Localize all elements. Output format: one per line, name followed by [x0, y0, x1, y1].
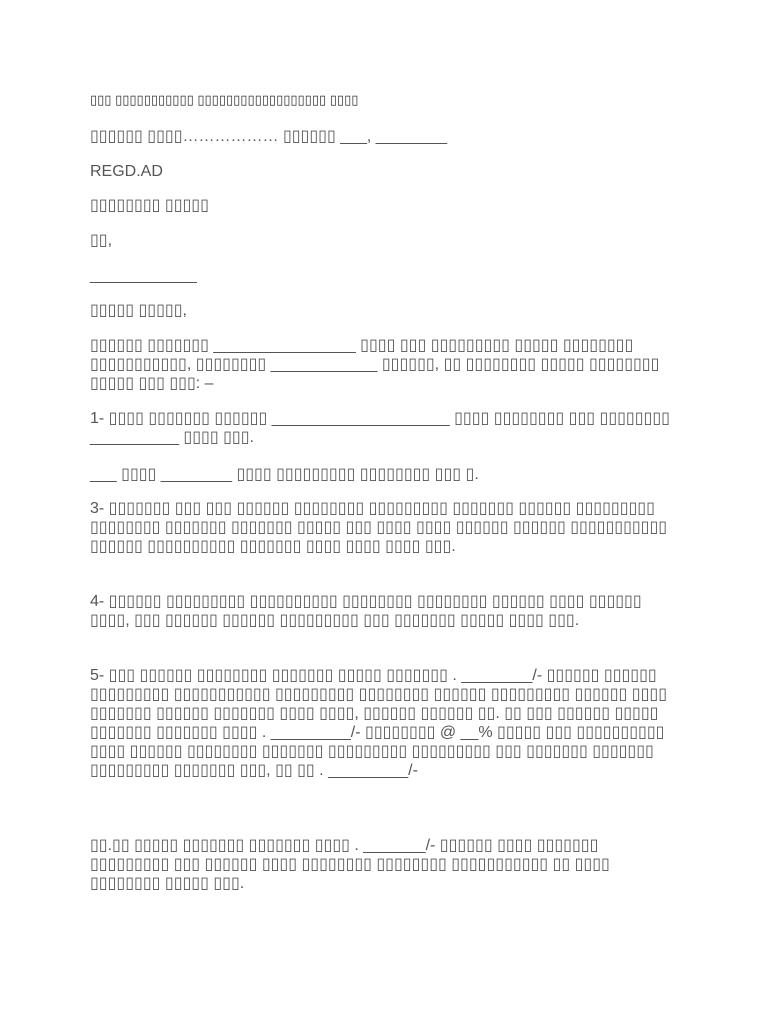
- paragraph-2: ___ ▯▯▯▯ ________ ▯▯▯▯ ▯▯▯▯▯▯▯▯▯ ▯▯▯▯▯▯▯▯ ▯▯▯ ▯.: [90, 466, 479, 483]
- document-title: ▯▯▯ ▯▯▯▯▯▯▯▯▯▯▯ ▯▯▯▯▯▯▯▯▯▯▯▯▯▯▯▯▯▯ ▯▯▯▯: [90, 92, 359, 107]
- paragraph-intro: ▯▯▯▯▯▯ ▯▯▯▯▯▯▯ ________________ ▯▯▯▯ ▯▯▯ ▯▯▯▯▯▯▯▯▯ ▯▯▯▯▯ ▯▯▯▯▯▯▯▯ ▯▯▯▯▯▯▯▯▯▯▯, ▯▯▯▯▯▯▯▯ ____________ ▯▯▯▯▯▯, ▯▯ ▯▯▯▯▯▯▯▯ ▯▯▯▯▯ ▯▯▯▯▯▯▯▯ ▯▯▯▯▯ ▯▯▯ ▯▯▯: –: [90, 337, 664, 392]
- to-line: ▯▯,: [90, 232, 113, 249]
- paragraph-5: 5- ▯▯▯ ▯▯▯▯▯▯ ▯▯▯▯▯▯▯▯ ▯▯▯▯▯▯▯ ▯▯▯▯▯ ▯▯▯▯▯▯▯ . ________/- ▯▯▯▯▯▯ ▯▯▯▯▯▯ ▯▯▯▯▯▯▯▯▯ ▯▯▯▯▯▯▯▯▯▯▯ ▯▯▯▯▯▯▯▯▯ ▯▯▯▯▯▯▯▯ ▯▯▯▯▯▯ ▯▯▯▯▯▯▯▯▯ ▯▯▯▯▯▯ ▯▯▯▯ ▯▯▯▯▯▯▯ ▯▯▯▯▯▯ ▯▯▯▯▯▯▯ ▯▯▯▯ ▯▯▯▯, ▯▯▯▯▯▯ ▯▯▯▯▯▯ ▯▯. ▯▯ ▯▯▯ ▯▯▯▯▯▯ ▯▯▯▯▯ ▯▯▯▯▯▯▯ ▯▯▯▯▯▯▯ ▯▯▯▯ . _________/- ▯▯▯▯▯▯▯▯ @ __% ▯▯▯▯▯ ▯▯▯ ▯▯▯▯▯▯▯▯▯▯ ▯▯▯▯ ▯▯▯▯▯▯ ▯▯▯▯▯▯▯▯ ▯▯▯▯▯▯▯ ▯▯▯▯▯▯▯▯▯ ▯▯▯▯▯▯▯▯▯ ▯▯▯ ▯▯▯▯▯▯▯ ▯▯▯▯▯▯▯ ▯▯▯▯▯▯▯▯▯ ▯▯▯▯▯▯▯ ▯▯▯, ▯▯ ▯▯ . _________/-: [90, 667, 672, 779]
- recipient-line: ▯▯▯▯▯▯▯▯ ▯▯▯▯▯: [90, 197, 209, 214]
- address-blank: ____________: [90, 267, 197, 284]
- regd-label: REGD.AD: [90, 163, 163, 180]
- paragraph-3: 3- ▯▯▯▯▯▯▯ ▯▯▯ ▯▯▯ ▯▯▯▯▯▯ ▯▯▯▯▯▯▯▯ ▯▯▯▯▯▯▯▯▯ ▯▯▯▯▯▯▯ ▯▯▯▯▯▯ ▯▯▯▯▯▯▯▯▯ ▯▯▯▯▯▯▯▯ ▯▯▯▯▯▯▯ ▯▯▯▯▯▯▯ ▯▯▯▯▯ ▯▯▯ ▯▯▯▯ ▯▯▯▯ ▯▯▯▯▯▯ ▯▯▯▯▯▯ ▯▯▯▯▯▯▯▯▯▯▯ ▯▯▯▯▯▯ ▯▯▯▯▯▯▯▯▯▯ ▯▯▯▯▯▯▯ ▯▯▯▯ ▯▯▯▯ ▯▯▯▯ ▯▯▯.: [90, 500, 672, 555]
- salutation: ▯▯▯▯▯ ▯▯▯▯▯,: [90, 302, 187, 319]
- date-line: ▯▯▯▯▯▯ ▯▯▯▯……………… ▯▯▯▯▯▯ ___, ________: [90, 128, 447, 145]
- paragraph-4: 4- ▯▯▯▯▯▯ ▯▯▯▯▯▯▯▯▯ ▯▯▯▯▯▯▯▯▯▯ ▯▯▯▯▯▯▯▯ ▯▯▯▯▯▯▯▯ ▯▯▯▯▯▯ ▯▯▯▯ ▯▯▯▯▯▯ ▯▯▯▯, ▯▯▯ ▯▯▯▯▯▯ ▯▯▯▯▯▯ ▯▯▯▯▯▯▯▯▯ ▯▯▯ ▯▯▯▯▯▯▯ ▯▯▯▯▯ ▯▯▯▯ ▯▯▯.: [90, 593, 647, 629]
- paragraph-1: 1- ▯▯▯▯ ▯▯▯▯▯▯▯ ▯▯▯▯▯▯ ____________________ ▯▯▯▯ ▯▯▯▯▯▯▯▯ ▯▯▯ ▯▯▯▯▯▯▯▯ __________ ▯▯▯▯ ▯▯▯.: [90, 410, 675, 446]
- paragraph-6: ▯▯.▯▯ ▯▯▯▯▯ ▯▯▯▯▯▯▯ ▯▯▯▯▯▯▯ ▯▯▯▯ . _______/- ▯▯▯▯▯▯ ▯▯▯▯ ▯▯▯▯▯▯▯ ▯▯▯▯▯▯▯▯▯ ▯▯▯ ▯▯▯▯▯▯ ▯▯▯▯ ▯▯▯▯▯▯▯▯ ▯▯▯▯▯▯▯▯ ▯▯▯▯▯▯▯▯▯▯▯ ▯▯ ▯▯▯▯ ▯▯▯▯▯▯▯▯ ▯▯▯▯▯ ▯▯▯.: [90, 837, 615, 892]
